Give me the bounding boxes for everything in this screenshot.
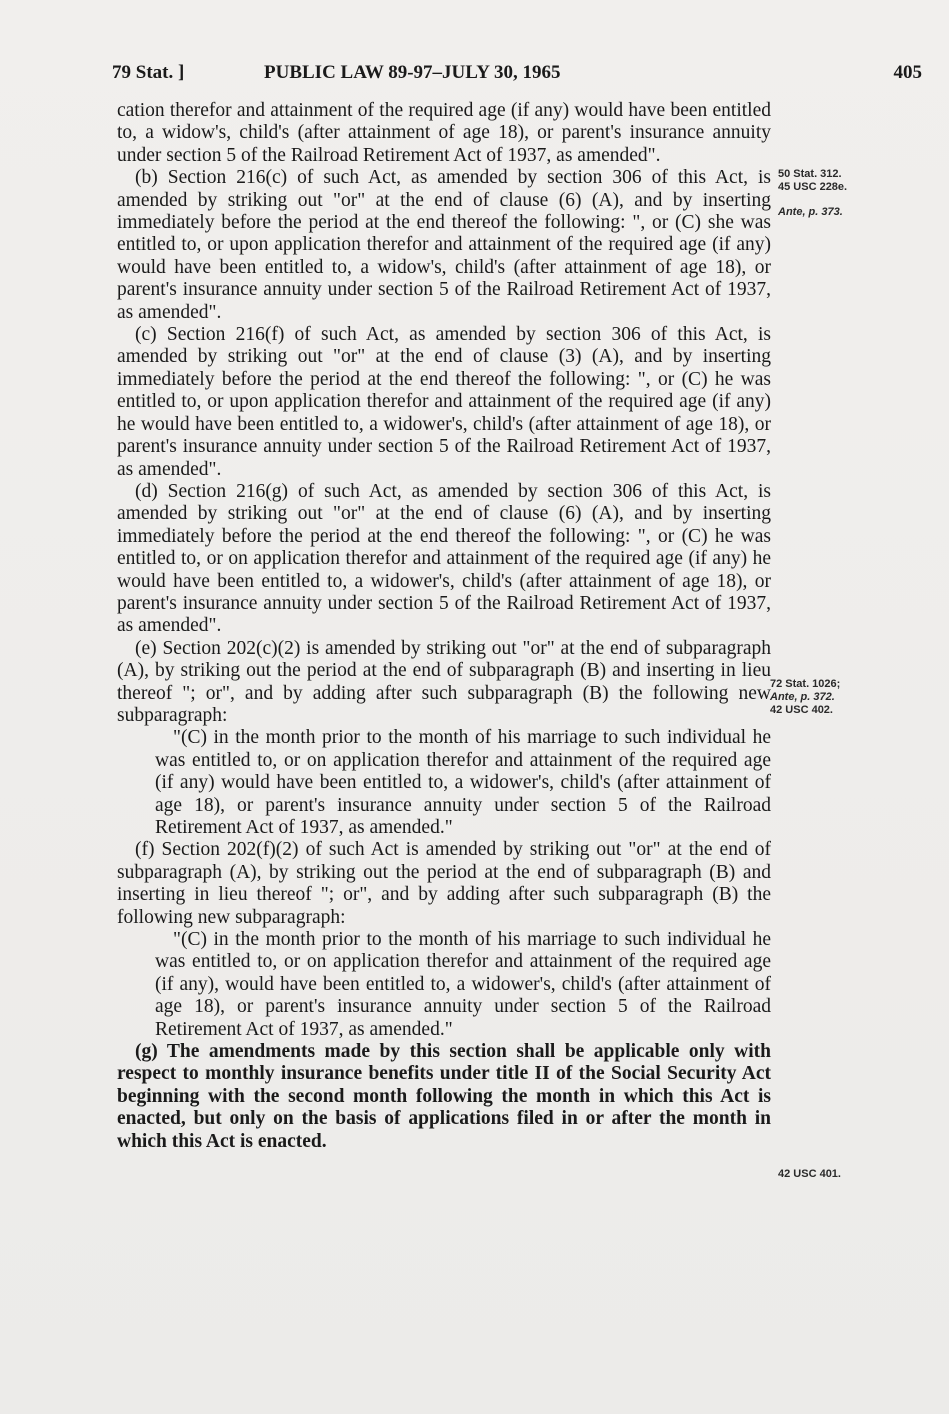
- margin-note-ante: [778, 206, 918, 219]
- margin-note-line: 42 USC 402.: [770, 704, 833, 716]
- paragraph-f: (f) Section 202(f)(2) of such Act is amended by striking out "or" at the end of subparagraph (A), by striking out the period at the end of subparagraph (B) and inserting in lieu thereof "; or", and by adding after such subparagraph (B) the following new subparagraph:: [117, 839, 771, 928]
- margin-note-line: Ante, p. 372.: [770, 691, 835, 703]
- running-title: PUBLIC LAW 89-97–JULY 30, 1965: [264, 62, 561, 83]
- margin-note-stat-1026: [770, 678, 910, 717]
- margin-note-line: 72 Stat. 1026;: [770, 678, 841, 690]
- quoted-subparagraph-f-c: "(C) in the month prior to the month of his marriage to such individual he was entitled to, or on application therefor and attainment of the required age (if any), would have been entitled to, a widower's, child's (after attainment of age 18), or parent's insurance annuity under section 5 of the Railroad Retirement Act of 1937, as amended.": [155, 929, 771, 1040]
- quoted-subparagraph-e-c: "(C) in the month prior to the month of his marriage to such individual he was entitled to, or on application therefor and attainment of the required age (if any) would have been entitled to, a widower's, child's (after attainment of age 18), or parent's insurance annuity under section 5 of the Railroad Retirement Act of 1937, as amended.": [155, 727, 771, 838]
- margin-note-statute: [778, 168, 918, 194]
- paragraph-continuation: cation therefor and attainment of the required age (if any) would have been entitled to, a widow's, child's (after attainment of age 18), or parent's insurance annuity under section 5 of the Railroad Retirement Act of 1937, as amended".: [117, 100, 771, 166]
- volume-reference: 79 Stat. ]: [112, 62, 185, 83]
- margin-note-line: 42 USC 401.: [778, 1168, 841, 1180]
- margin-note-line: Ante, p. 373.: [778, 206, 843, 218]
- margin-note-line: 50 Stat. 312.: [778, 168, 842, 180]
- paragraph-c: (c) Section 216(f) of such Act, as amended by section 306 of this Act, is amended by striking out "or" at the end of clause (3) (A), and by inserting immediately before the period at the end thereof the following: ", or (C) he was entitled to, or upon application therefor and attainment of the required age (if any) he would have been entitled to, a widower's, child's (after attainment of age 18), or parent's insurance annuity under section 5 of the Railroad Retirement Act of 1937, as amended".: [117, 324, 771, 480]
- page-number: 405: [893, 62, 922, 83]
- paragraph-b: (b) Section 216(c) of such Act, as amended by section 306 of this Act, is amended by striking out "or" at the end of clause (6) (A), and by inserting immediately before the period at the end thereof the following: ", or (C) she was entitled to, or upon application therefor and attainment of the required age (if any) would have been entitled to, a widow's, child's (after attainment of age 18), or parent's insurance annuity under section 5 of the Railroad Retirement Act of 1937, as amended".: [117, 167, 771, 323]
- page-header: [112, 62, 922, 90]
- paragraph-g: (g) The amendments made by this section shall be applicable only with respect to monthly insurance benefits under title II of the Social Security Act beginning with the second month following the month in which this Act is enacted, but only on the basis of applications filed in or after the month in which this Act is enacted.: [117, 1041, 771, 1152]
- margin-note-line: 45 USC 228e.: [778, 181, 848, 193]
- paragraph-d: (d) Section 216(g) of such Act, as amended by section 306 of this Act, is amended by striking out "or" at the end of clause (6) (A), and by inserting immediately before the period at the end thereof the following: ", or (C) he was entitled to, or on application therefor and attainment of the required age (if any) he would have been entitled to, a widower's, child's (after attainment of age 18), or parent's insurance annuity under section 5 of the Railroad Retirement Act of 1937, as amended".: [117, 480, 771, 637]
- document-body: [117, 100, 771, 1153]
- margin-note-usc-401: [778, 1168, 918, 1181]
- paragraph-e: (e) Section 202(c)(2) is amended by striking out "or" at the end of subparagraph (A), by striking out the period at the end of subparagraph (B) and inserting in lieu thereof "; or", and by adding after such subparagraph (B) the following new subparagraph:: [117, 637, 771, 726]
